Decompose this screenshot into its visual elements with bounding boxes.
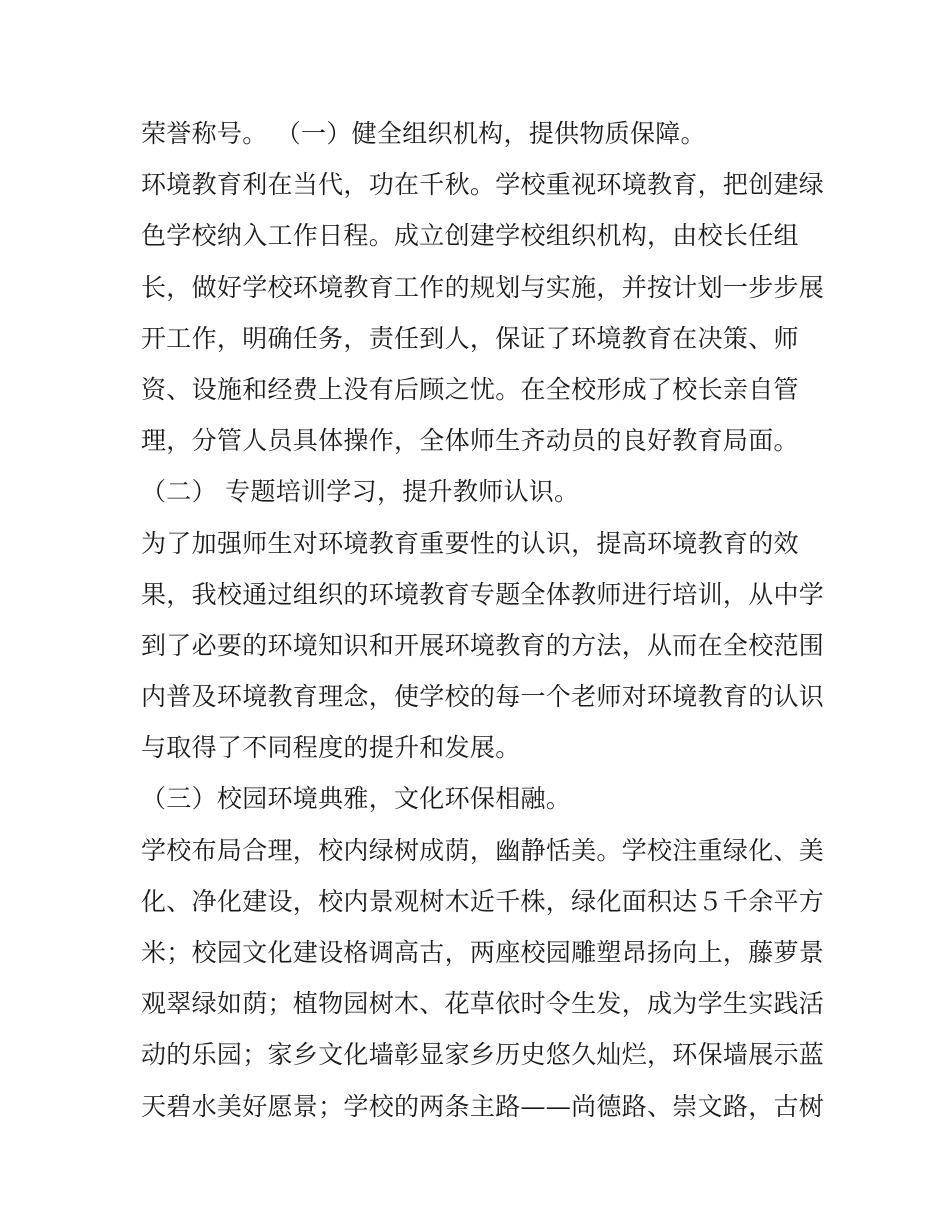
text-line: 果，我校通过组织的环境教育专题全体教师进行培训，从中学: [141, 579, 825, 609]
text-line: 理，分管人员具体操作，全体师生齐动员的良好教育局面。: [141, 426, 799, 456]
text-line: 内普及环境教育理念，使学校的每一个老师对环境教育的认识: [141, 682, 825, 712]
text-line: 天碧水美好愿景；学校的两条主路——尚德路、崇文路，古树: [141, 1091, 825, 1121]
text-line: 色学校纳入工作日程。成立创建学校组织机构，由校长任组: [141, 221, 799, 251]
text-line: 观翠绿如荫；植物园树木、花草依时令生发，成为学生实践活: [141, 989, 825, 1019]
text-line: 米；校园文化建设格调高古，两座校园雕塑昂扬向上，藤萝景: [141, 938, 825, 967]
section-heading: （三）校园环境典雅，文化环保相融。: [141, 784, 572, 814]
text-line: 动的乐园；家乡文化墙彰显家乡历史悠久灿烂，环保墙展示蓝: [141, 1040, 825, 1070]
text-line: 环境教育利在当代，功在千秋。学校重视环境教育，把创建绿: [141, 170, 825, 200]
text-line: 荣誉称号。 （一）健全组织机构，提供物质保障。: [141, 119, 706, 148]
text-line: 与取得了不同程度的提升和发展。: [141, 733, 521, 763]
text-line: 开工作，明确任务，责任到人，保证了环境教育在决策、师: [141, 323, 799, 353]
text-line: 为了加强师生对环境教育重要性的认识，提高环境教育的效: [141, 528, 799, 558]
text-line: 学校布局合理，校内绿树成荫，幽静恬美。学校注重绿化、美: [141, 835, 825, 865]
text-line: 化、净化建设，校内景观树木近千株，绿化面积达５千余平方: [141, 886, 825, 916]
section-heading: （二） 专题培训学习，提升教师认识。: [141, 477, 580, 507]
text-line: 到了必要的环境知识和开展环境教育的方法，从而在全校范围: [141, 630, 825, 660]
document-body: [141, 108, 825, 1132]
text-line: 资、设施和经费上没有后顾之忧。在全校形成了校长亲自管: [141, 374, 799, 404]
text-line: 长，做好学校环境教育工作的规划与实施，并按计划一步步展: [141, 272, 825, 302]
